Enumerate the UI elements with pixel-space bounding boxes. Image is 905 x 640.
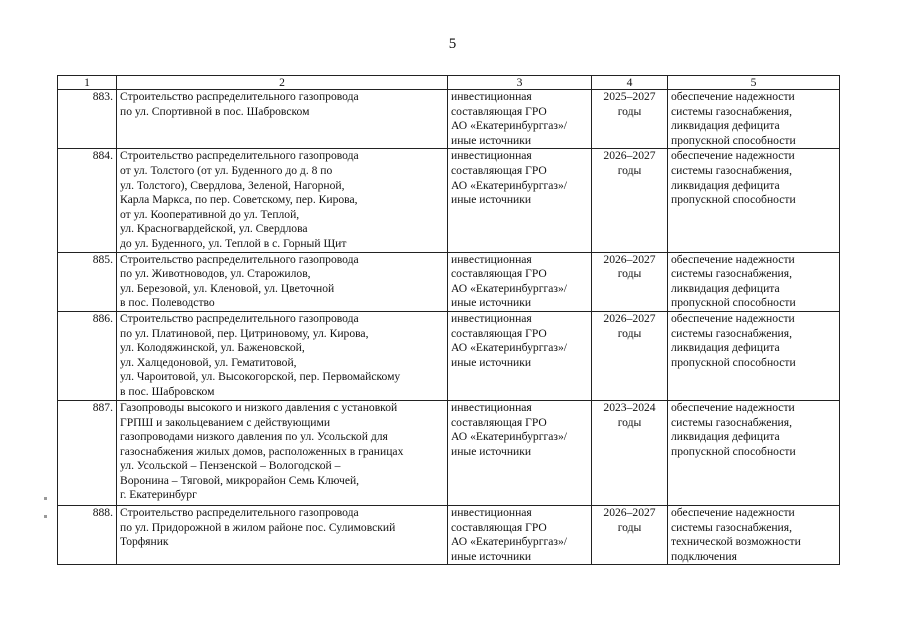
row-number: 885.	[58, 252, 117, 311]
project-goal: обеспечение надежности системы газоснабжения, ликвидация дефицита пропускной способности	[668, 252, 840, 311]
row-number: 888.	[58, 505, 117, 564]
table-row	[58, 311, 840, 400]
row-number: 883.	[58, 90, 117, 149]
project-name: Газопроводы высокого и низкого давления с установкой ГРПШ и закольцеванием с действующими газопроводами низкого давления по ул. Усольской для газоснабжения жилых домов, расположенных в границах ул. Усольской – Пензенской – Вологодской – Воронина – Тяговой, микрорайон Семь Ключей, г. Екатеринбург	[117, 400, 448, 505]
row-number: 884.	[58, 149, 117, 252]
column-header-5: 5	[668, 76, 840, 90]
table-header-row	[58, 76, 840, 90]
column-header-2: 2	[117, 76, 448, 90]
table-row	[58, 505, 840, 564]
funding-source: инвестиционная составляющая ГРО АО «Екатеринбурггаз»/ иные источники	[448, 505, 592, 564]
funding-source: инвестиционная составляющая ГРО АО «Екатеринбурггаз»/ иные источники	[448, 400, 592, 505]
table-row	[58, 149, 840, 252]
project-name: Строительство распределительного газопровода по ул. Спортивной в пос. Шабровском	[117, 90, 448, 149]
column-header-4: 4	[592, 76, 668, 90]
project-goal: обеспечение надежности системы газоснабжения, ликвидация дефицита пропускной способности	[668, 149, 840, 252]
project-goal: обеспечение надежности системы газоснабжения, ликвидация дефицита пропускной способности	[668, 400, 840, 505]
scan-speck	[44, 497, 47, 500]
funding-source: инвестиционная составляющая ГРО АО «Екатеринбурггаз»/ иные источники	[448, 252, 592, 311]
table-row	[58, 90, 840, 149]
column-header-1: 1	[58, 76, 117, 90]
project-name: Строительство распределительного газопровода по ул. Придорожной в жилом районе пос. Сулимовский Торфяник	[117, 505, 448, 564]
project-goal: обеспечение надежности системы газоснабжения, технической возможности подключения	[668, 505, 840, 564]
project-name: Строительство распределительного газопровода по ул. Платиновой, пер. Цитриновому, ул. Кирова, ул. Колодяжинской, ул. Баженовской, ул. Халцедоновой, ул. Гематитовой, ул. Чароитовой, ул. Высокогорской, пер. Первомайскому в пос. Шабровском	[117, 311, 448, 400]
funding-source: инвестиционная составляющая ГРО АО «Екатеринбурггаз»/ иные источники	[448, 90, 592, 149]
funding-source: инвестиционная составляющая ГРО АО «Екатеринбурггаз»/ иные источники	[448, 311, 592, 400]
table-row	[58, 252, 840, 311]
project-goal: обеспечение надежности системы газоснабжения, ликвидация дефицита пропускной способности	[668, 311, 840, 400]
implementation-period: 2025–2027 годы	[592, 90, 668, 149]
column-header-3: 3	[448, 76, 592, 90]
project-name: Строительство распределительного газопровода по ул. Животноводов, ул. Старожилов, ул. Березовой, ул. Кленовой, ул. Цветочной в пос. Полеводство	[117, 252, 448, 311]
page-number: 5	[448, 36, 457, 52]
scan-speck	[44, 515, 47, 518]
implementation-period: 2026–2027 годы	[592, 311, 668, 400]
implementation-period: 2026–2027 годы	[592, 505, 668, 564]
project-name: Строительство распределительного газопровода от ул. Толстого (от ул. Буденного до д. 8 по ул. Толстого), Свердлова, Зеленой, Нагорной, Карла Маркса, по пер. Советскому, пер. Кирова, от ул. Кооперативной до ул. Теплой, ул. Красногвардейской, ул. Свердлова до ул. Буденного, ул. Теплой в с. Горный Щит	[117, 149, 448, 252]
implementation-period: 2026–2027 годы	[592, 149, 668, 252]
funding-source: инвестиционная составляющая ГРО АО «Екатеринбурггаз»/ иные источники	[448, 149, 592, 252]
row-number: 887.	[58, 400, 117, 505]
table-row	[58, 400, 840, 505]
implementation-period: 2026–2027 годы	[592, 252, 668, 311]
row-number: 886.	[58, 311, 117, 400]
implementation-period: 2023–2024 годы	[592, 400, 668, 505]
project-goal: обеспечение надежности системы газоснабжения, ликвидация дефицита пропускной способности	[668, 90, 840, 149]
measures-table	[57, 75, 840, 565]
